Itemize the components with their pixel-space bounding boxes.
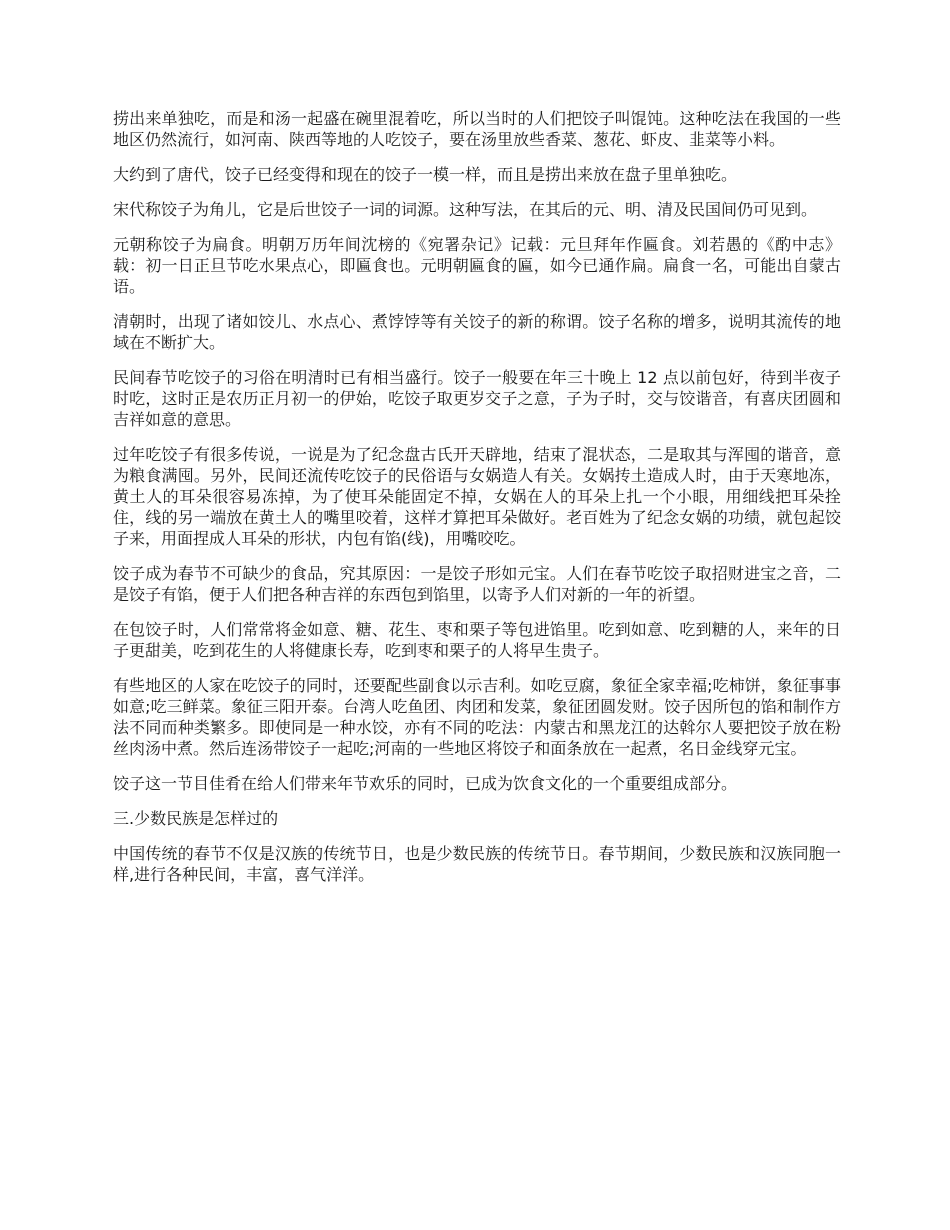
paragraph: 清朝时，出现了诸如饺儿、水点心、煮饽饽等有关饺子的新的称谓。饺子名称的增多，说明其流传的地域在不断扩大。 [113,312,841,352]
paragraph: 在包饺子时，人们常常将金如意、糖、花生、枣和栗子等包进馅里。吃到如意、吃到糖的人，来年的日子更甜美，吃到花生的人将健康长寿，吃到枣和栗子的人将早生贵子。 [113,620,841,660]
paragraph: 过年吃饺子有很多传说，一说是为了纪念盘古氏开天辟地，结束了混状态，二是取其与浑囤的谐音，意为粮食满囤。另外，民间还流传吃饺子的民俗语与女娲造人有关。女娲抟土造成人时，由于天寒地冻，黄土人的耳朵很容易冻掉，为了使耳朵能固定不掉，女娲在人的耳朵上扎一个小眼，用细线把耳朵拴住，线的另一端放在黄土人的嘴里咬着，这样才算把耳朵做好。老百姓为了纪念女娲的功绩，就包起饺子来，用面捏成人耳朵的形状，内包有馅(线)，用嘴咬吃。 [113,445,841,548]
paragraph: 民间春节吃饺子的习俗在明清时已有相当盛行。饺子一般要在年三十晚上 12 点以前包好，待到半夜子时吃，这时正是农历正月初一的伊始，吃饺子取更岁交子之意，子为子时，交与饺谐音，有喜庆团圆和吉祥如意的意思。 [113,368,841,429]
paragraph: 有些地区的人家在吃饺子的同时，还要配些副食以示吉利。如吃豆腐，象征全家幸福;吃柿饼，象征事事如意;吃三鲜菜。象征三阳开泰。台湾人吃鱼团、肉团和发菜，象征团圆发财。饺子因所包的馅和制作方法不同而种类繁多。即使同是一种水饺，亦有不同的吃法：内蒙古和黑龙江的达斡尔人要把饺子放在粉丝肉汤中煮。然后连汤带饺子一起吃;河南的一些地区将饺子和面条放在一起煮，名日金线穿元宝。 [113,676,841,758]
document-body [113,108,841,899]
paragraph: 宋代称饺子为角儿，它是后世饺子一词的词源。这种写法，在其后的元、明、清及民国间仍可见到。 [113,200,818,219]
paragraph: 饺子成为春节不可缺少的食品，究其原因：一是饺子形如元宝。人们在春节吃饺子取招财进宝之音，二是饺子有馅，便于人们把各种吉祥的东西包到馅里，以寄予人们对新的一年的祈望。 [113,564,841,604]
paragraph: 饺子这一节目佳肴在给人们带来年节欢乐的同时，已成为饮食文化的一个重要组成部分。 [113,774,738,793]
paragraph: 捞出来单独吃，而是和汤一起盛在碗里混着吃，所以当时的人们把饺子叫馄饨。这种吃法在我国的一些地区仍然流行，如河南、陕西等地的人吃饺子，要在汤里放些香菜、葱花、虾皮、韭菜等小料。 [113,109,841,149]
paragraph: 元朝称饺子为扁食。明朝万历年间沈榜的《宛署杂记》记载：元旦拜年作匾食。刘若愚的《酌中志》载：初一日正旦节吃水果点心，即匾食也。元明朝匾食的匾，如今已通作扁。扁食一名，可能出自蒙古语。 [113,235,841,296]
paragraph: 大约到了唐代，饺子已经变得和现在的饺子一模一样，而且是捞出来放在盘子里单独吃。 [113,165,738,184]
section-heading: 三.少数民族是怎样过的 [113,809,279,828]
paragraph: 中国传统的春节不仅是汉族的传统节日，也是少数民族的传统节日。春节期间，少数民族和汉族同胞一样,进行各种民间，丰富，喜气洋洋。 [113,844,841,884]
